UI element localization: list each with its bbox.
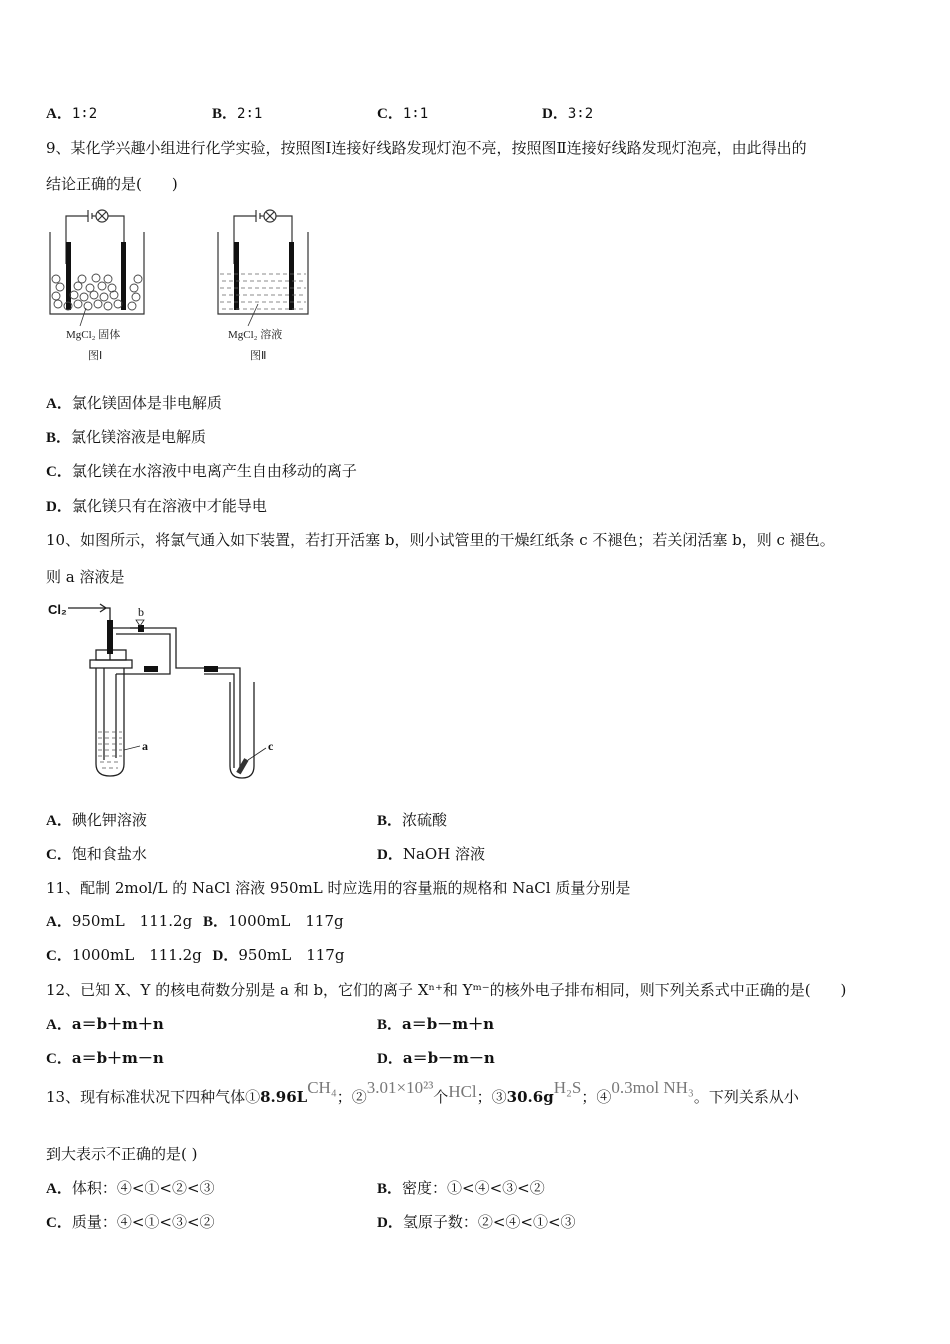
q10-apparatus-figure <box>44 598 294 783</box>
q9-option-d[interactable]: D．氯化镁只有在溶液中才能导电 <box>46 497 267 515</box>
q9-figure <box>44 204 314 366</box>
q11-options-row2 <box>46 944 344 965</box>
q9-fig2-caption: 图Ⅱ <box>250 350 267 362</box>
q10-option-a[interactable]: A．碘化钾溶液 <box>46 811 147 829</box>
q8-option-d[interactable]: D．3∶2 <box>542 106 594 122</box>
q9-stem-line1: 9、某化学兴趣小组进行化学实验，按照图Ⅰ连接好线路发现灯泡不亮，按照图Ⅱ连接好线路发现灯泡亮，由此得出的 <box>46 139 807 157</box>
q12-stem: 12、已知 X、Y 的核电荷数分别是 a 和 b，它们的离子 Xⁿ⁺和 Yᵐ⁻的核外电子排布相同，则下列关系式中正确的是( ) <box>46 981 847 999</box>
q10-fig-cl2: Cl₂ <box>48 602 67 617</box>
q12-option-d[interactable]: D．a＝b－m－n <box>377 1049 495 1067</box>
q9-option-a[interactable]: A．氯化镁固体是非电解质 <box>46 394 222 412</box>
q8-option-a[interactable]: A．1∶2 <box>46 106 98 122</box>
q11-option-b[interactable]: B．1000mL 117g <box>202 912 344 930</box>
q13-option-b[interactable]: B．密度：①<④<③<② <box>377 1179 545 1197</box>
q13-option-d[interactable]: D．氢原子数：②<④<①<③ <box>377 1213 576 1231</box>
q10-fig-c: c <box>268 739 274 753</box>
q13-option-a[interactable]: A．体积：④<①<②<③ <box>46 1179 215 1197</box>
q11-options-row1 <box>46 910 344 931</box>
q9-option-b[interactable]: B．氯化镁溶液是电解质 <box>46 428 207 446</box>
q12-option-a[interactable]: A．a＝b＋m＋n <box>46 1015 164 1033</box>
q10-fig-a: a <box>142 739 148 753</box>
q9-fig1-caption: 图Ⅰ <box>88 350 103 362</box>
q9-stem-line2: 结论正确的是( ) <box>46 175 178 193</box>
q8-option-b[interactable]: B．2∶1 <box>212 106 263 122</box>
q10-stem-line2: 则 a 溶液是 <box>46 568 125 586</box>
q8-option-c[interactable]: C．1∶1 <box>377 106 429 122</box>
q9-fig2-label: MgCl₂ 溶液 <box>228 329 283 341</box>
q12-option-c[interactable]: C．a＝b＋m－n <box>46 1049 164 1067</box>
q13-option-c[interactable]: C．质量：④<①<③<② <box>46 1213 215 1231</box>
q10-option-b[interactable]: B．浓硫酸 <box>377 811 448 829</box>
q11-stem: 11、配制 2mol/L 的 NaCl 溶液 950mL 时应选用的容量瓶的规格和 NaCl 质量分别是 <box>46 879 631 897</box>
q13-stem-line1: 13、现有标准状况下四种气体①8.96LCH₄；②3.01×10²³个HCl；③30.6gH₂S；④0.3mol NH₃。下列关系从小 <box>46 1078 799 1106</box>
q11-option-c[interactable]: C．1000mL 111.2g <box>46 946 202 964</box>
q13-stem-line2: 到大表示不正确的是( ) <box>46 1145 198 1163</box>
q10-option-d[interactable]: D．NaOH 溶液 <box>377 845 486 863</box>
q11-option-a[interactable]: A．950mL 111.2g <box>46 912 193 930</box>
q10-option-c[interactable]: C．饱和食盐水 <box>46 845 147 863</box>
q9-fig1-label: MgCl₂ 固体 <box>66 329 121 341</box>
q11-option-d[interactable]: D．950mL 117g <box>212 946 345 964</box>
q12-option-b[interactable]: B．a＝b－m＋n <box>377 1015 495 1033</box>
q10-fig-b: b <box>138 605 144 619</box>
q9-option-c[interactable]: C．氯化镁在水溶液中电离产生自由移动的离子 <box>46 462 357 480</box>
q10-stem-line1: 10、如图所示，将氯气通入如下装置，若打开活塞 b，则小试管里的干燥红纸条 c 不褪色；若关闭活塞 b，则 c 褪色。 <box>46 531 835 549</box>
